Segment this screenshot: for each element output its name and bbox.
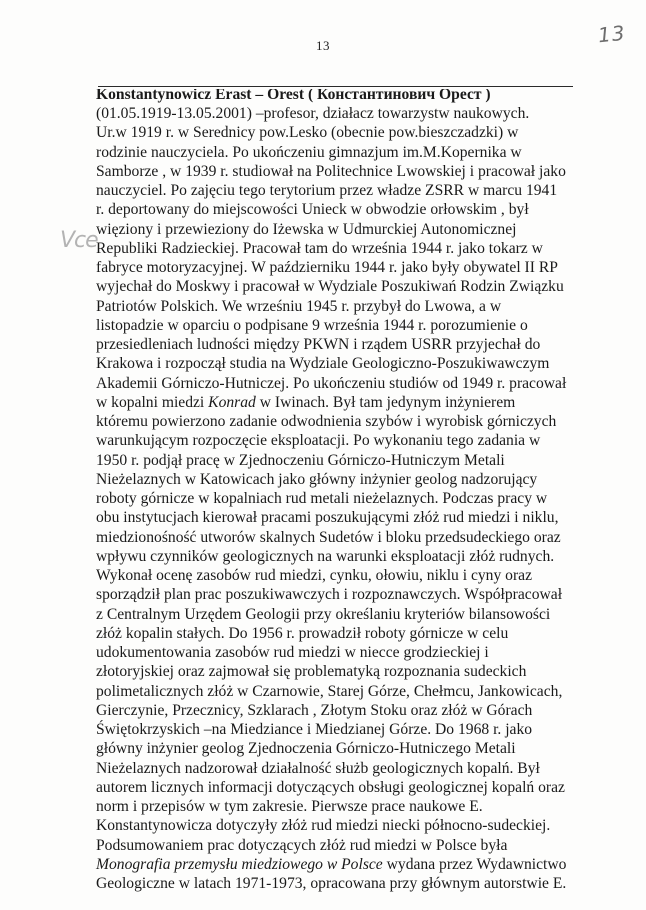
text-line: Akademii Górniczo-Hutniczej. Po ukończeniu studiów od 1949 r. pracował	[96, 374, 567, 392]
text-line: złotoryjskiej oraz zajmował się problematyką rozpoznania sudeckich	[96, 663, 527, 681]
text-line: Nieżelaznych w Katowicach jako główny inżynier geolog nadzorujący	[96, 470, 538, 488]
text-line: Wykonał ocenę zasobów rud miedzi, cynku, ołowiu, niklu i cyny oraz	[96, 567, 533, 584]
handwritten-page-number: 13	[596, 20, 627, 48]
text-line: Krakowa i rozpoczął studia na Wydziale Geologiczno-Poszukiwawczym	[96, 355, 550, 373]
text-line: sporządził plan prac poszukiwawczych i rozpoznawczych. Współpracował	[96, 586, 563, 604]
text-line: Gierczynie, Przecznicy, Szklarach , Złotym Stoku oraz złóż w Górach	[96, 701, 533, 719]
text-line	[96, 855, 576, 874]
text-line: roboty górnicze w kopalniach rud metali nieżelaznych. Podczas pracy w	[96, 490, 548, 507]
text-line: fabryce motoryzacyjnej. W październiku 1944 r. jako były obywatel II RP	[96, 259, 558, 276]
text-line: z Centralnym Urzędem Geologii przy określaniu kryteriów bilansowości	[96, 605, 551, 623]
text-line: nauczyciel. Po zajęciu tego terytorium przez władze ZSRR w marcu 1941	[96, 182, 558, 199]
text-line: warunkującym rozpoczęcie eksploatacji. Po wykonaniu tego zadania w	[96, 432, 541, 450]
text-line: listopadzie w oparciu o podpisane 9 września 1944 r. porozumienie o	[96, 316, 528, 334]
italic-title: Monografia przemysłu miedziowego w Polsce	[96, 855, 383, 873]
text-line: Nieżelaznych nadzorował działalność służb geologicznych kopalń. Był	[96, 759, 540, 777]
header-rule	[98, 86, 573, 87]
text-segment: wydana przez Wydawnictwo	[382, 855, 567, 873]
margin-mark: Vce	[60, 228, 98, 253]
biography-text	[96, 89, 576, 893]
page-number: 13	[316, 38, 330, 53]
text-line: główny inżynier geolog Zjednoczenia Górniczo-Hutniczego Metali	[96, 740, 516, 758]
text-line: udokumentowania zasobów rud miedzi w niecce grodzieckiej i	[96, 644, 489, 661]
text-line: miedzionośność utworów skalnych Sudetów i bloku przedsudeckiego oraz	[96, 528, 561, 546]
text-line: Republiki Radzieckiej. Pracował tam do września 1944 r. jako tokarz w	[96, 239, 543, 257]
text-line: Patriotów Polskich. We wrześniu 1945 r. przybył do Lwowa, a w	[96, 297, 502, 315]
text-line: więziony i przewieziony do Iżewska w Udmurckiej Autonomicznej	[96, 220, 517, 238]
text-line: obu instytucjach kierował pracami poszukującymi złóż rud miedzi i niklu,	[96, 509, 559, 527]
text-line: przesiedleniach ludności między PKWN i rządem USRR przyjechał do	[96, 336, 541, 353]
text-line: autorem licznych informacji dotyczących obsługi geologicznej kopalń oraz	[96, 778, 565, 796]
text-line: polimetalicznych złóż w Czarnowie, Starej Górze, Chełmcu, Jankowicach,	[96, 682, 563, 700]
text-line: Świętokrzyskich –na Miedziance i Miedzianej Górze. Do 1968 r. jako	[96, 721, 533, 738]
text-line: Ur.w 1919 r. w Serednicy pow.Lesko (obecnie pow.bieszczadzki) w	[96, 124, 519, 142]
text-segment: w Iwinach. Był tam jedynym inżynierem	[255, 393, 516, 411]
text-segment: w kopalni miedzi	[96, 393, 209, 411]
text-line: któremu powierzono zadanie odwodnienia szybów i wyrobisk górniczych	[96, 413, 557, 430]
text-line: wpływu czynników geologicznych na warunki eksploatacji złóż rudnych.	[96, 547, 555, 565]
text-line: wyjechał do Moskwy i pracował w Wydziale Poszukiwań Rodzin Związku	[96, 278, 564, 296]
text-line: Podsumowaniem prac dotyczących złóż rud miedzi w Polsce była	[96, 836, 508, 854]
text-line: norm i przepisów w tym zakresie. Pierwsze prace naukowe E.	[96, 798, 483, 815]
text-line: Geologiczne w latach 1971-1973, opracowana przy głównym autorstwie E.	[96, 875, 567, 892]
text-line: rodzinie nauczyciela. Po ukończeniu gimnazjum im.M.Kopernika w	[96, 143, 522, 161]
entry-heading: Konstantynowicz Erast – Orest ( Константинович Орест )	[96, 89, 491, 103]
text-line: r. deportowany do miejscowości Unieck w obwodzie orłowskim , był	[96, 201, 529, 219]
text-line: Samborze , w 1939 r. studiował na Politechnice Lwowskiej i pracował jako	[96, 162, 566, 180]
text-line: złóż kopalin stałych. Do 1956 r. prowadził roboty górnicze w celu	[96, 624, 509, 642]
text-line: (01.05.1919-13.05.2001) –profesor, działacz towarzystw naukowych.	[96, 105, 530, 122]
text-line: Konstantynowicza dotyczyły złóż rud miedzi niecki północno-sudeckiej.	[96, 817, 551, 835]
italic-title: Konrad	[208, 393, 256, 411]
text-line: 1950 r. podjął pracę w Zjednoczeniu Górniczo-Hutniczym Metali	[96, 451, 505, 469]
text-line	[96, 393, 576, 412]
body-lines	[96, 104, 576, 893]
